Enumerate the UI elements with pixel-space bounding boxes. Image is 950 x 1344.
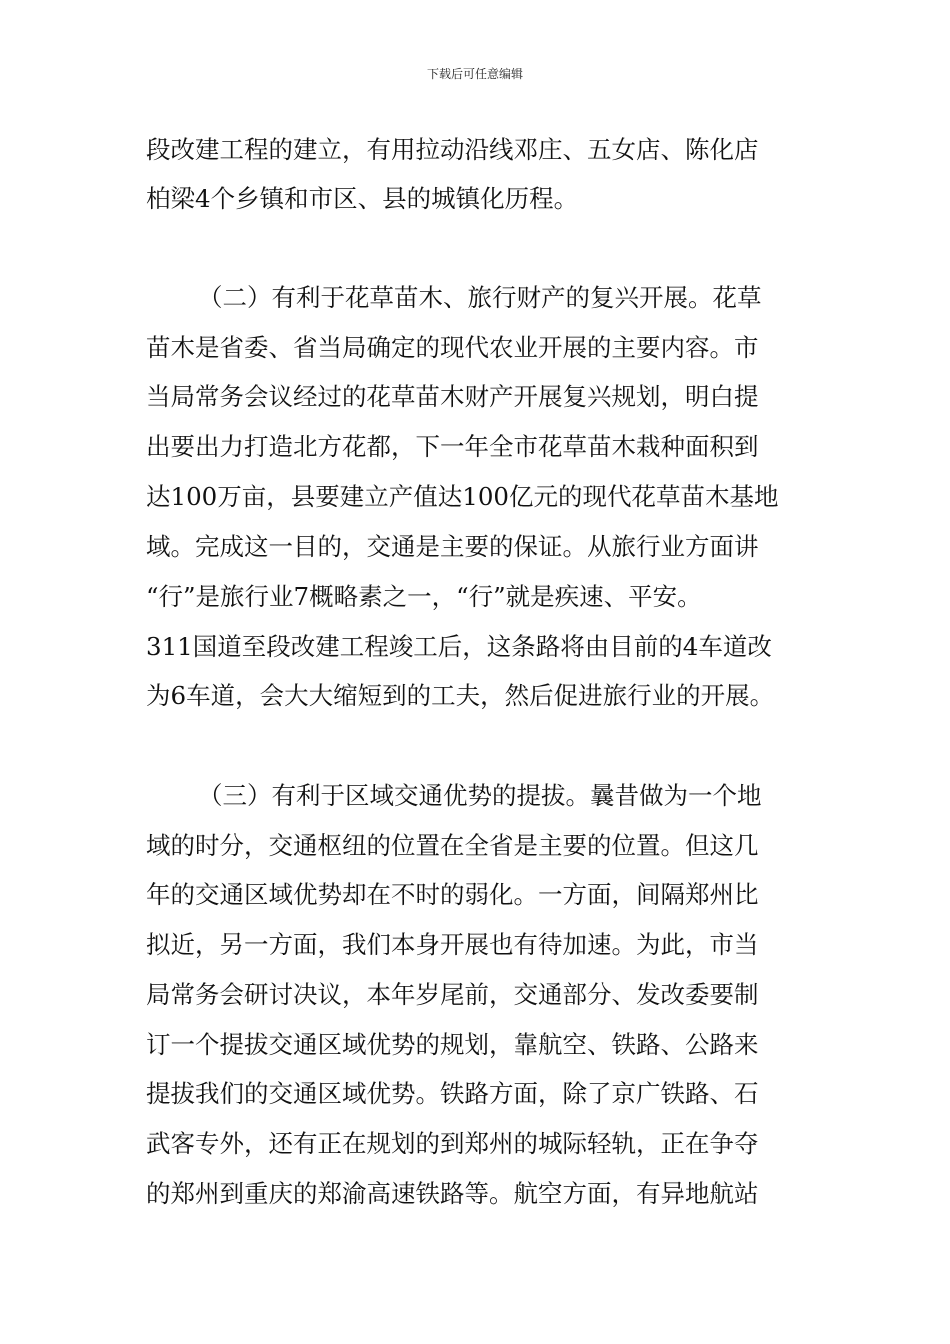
paragraph-3-line-6: 订一个提拔交通区域优势的规划，靠航空、铁路、公路来	[146, 1030, 759, 1059]
paragraph-3-line-3: 年的交通区域优势却在不时的弱化。一方面，间隔郑州比	[146, 880, 759, 909]
paragraph-2-line-6: 域。完成这一目的，交通是主要的保证。从旅行业方面讲	[146, 532, 759, 561]
paragraph-3-line-7: 提拔我们的交通区域优势。铁路方面，除了京广铁路、石	[146, 1079, 759, 1108]
paragraph-2-line-5: 达100万亩，县要建立产值达100亿元的现代花草苗木基地	[146, 482, 779, 511]
paragraph-2-line-1: （二）有利于花草苗木、旅行财产的复兴开展。花草	[198, 283, 762, 312]
paragraph-2-line-8: 311国道至段改建工程竣工后，这条路将由目前的4车道改	[146, 632, 772, 661]
paragraph-2-line-9: 为6车道，会大大缩短到的工夫，然后促进旅行业的开展。	[146, 681, 775, 710]
paragraph-2-line-7: “行”是旅行业7概略素之一，“行”就是疾速、平安。	[146, 582, 702, 611]
paragraph-3-line-1: （三）有利于区域交通优势的提拔。曩昔做为一个地	[198, 781, 762, 810]
paragraph-1-line-1: 段改建工程的建立，有用拉动沿线邓庄、五女店、陈化店	[146, 135, 759, 164]
paragraph-2-line-2: 苗木是省委、省当局确定的现代农业开展的主要内容。市	[146, 333, 759, 362]
paragraph-3-line-9: 的郑州到重庆的郑渝高速铁路等。航空方面，有异地航站	[146, 1179, 759, 1208]
paragraph-3-line-4: 拟近，另一方面，我们本身开展也有待加速。为此，市当	[146, 930, 759, 959]
page-header: 下载后可任意编辑	[426, 67, 523, 81]
paragraph-1-line-2: 柏梁4个乡镇和市区、县的城镇化历程。	[146, 184, 579, 213]
paragraph-2-line-3: 当局常务会议经过的花草苗木财产开展复兴规划，明白提	[146, 382, 759, 411]
paragraph-3-line-2: 域的时分，交通枢纽的位置在全省是主要的位置。但这几	[146, 831, 759, 860]
paragraph-3-line-5: 局常务会研讨决议，本年岁尾前，交通部分、发改委要制	[146, 980, 759, 1009]
paragraph-2-line-4: 出要出力打造北方花都，下一年全市花草苗木栽种面积到	[146, 432, 759, 461]
paragraph-3-line-8: 武客专外，还有正在规划的到郑州的城际轻轨，正在争夺	[146, 1129, 759, 1158]
